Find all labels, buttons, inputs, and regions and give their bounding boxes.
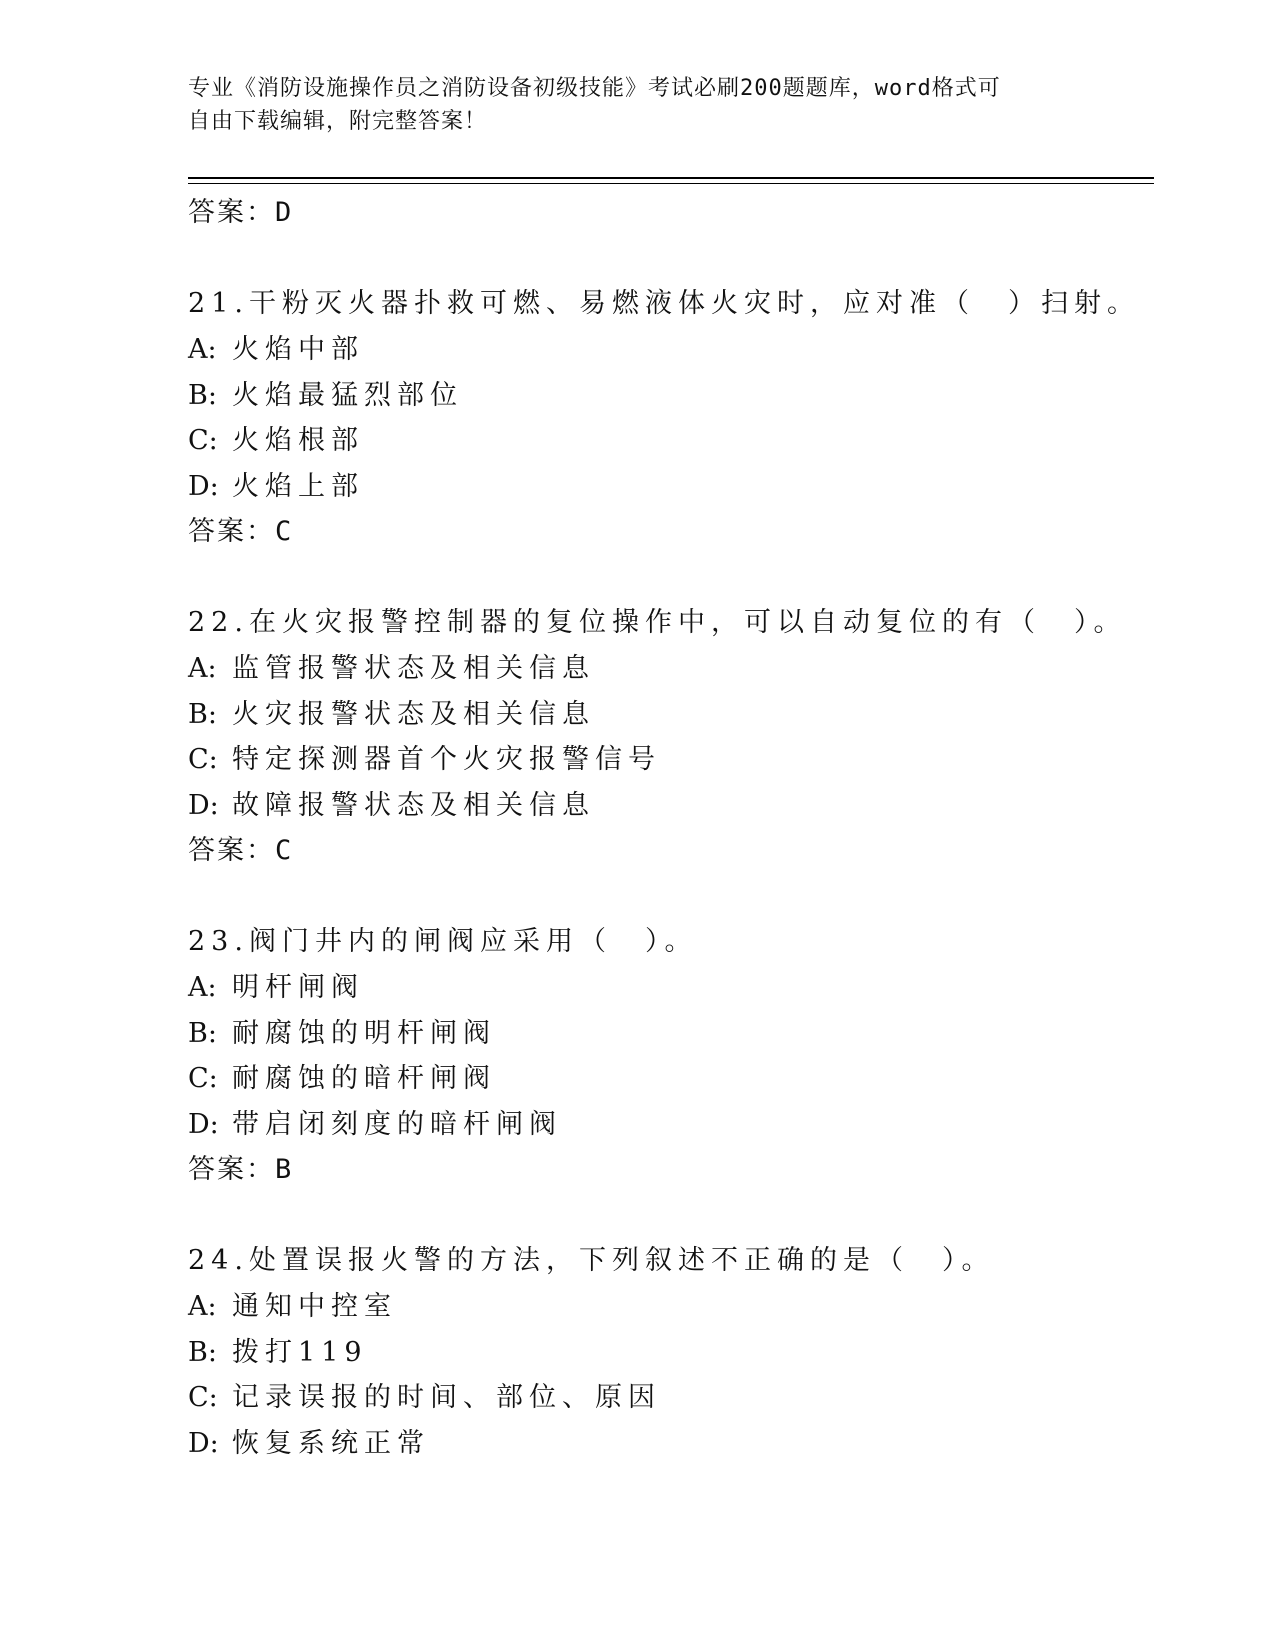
- option-d: [188, 1421, 1154, 1467]
- option-text: 记录误报的时间、部位、原因: [232, 1382, 661, 1413]
- option-letter: B:: [188, 379, 217, 411]
- option-text: 火焰中部: [232, 334, 364, 365]
- spacer: [188, 554, 1154, 600]
- option-d: [188, 783, 1154, 829]
- header-rule-thick: [188, 177, 1154, 179]
- option-c: [188, 737, 1154, 783]
- option-text: 特定探测器首个火灾报警信号: [232, 744, 661, 775]
- option-letter: C:: [188, 1063, 218, 1094]
- option-text: 通知中控室: [232, 1291, 397, 1322]
- spacer: [188, 873, 1154, 919]
- option-a: [188, 327, 1154, 373]
- option-b: [188, 1011, 1154, 1057]
- option-letter: D:: [188, 1427, 219, 1459]
- option-c: [188, 1056, 1154, 1102]
- option-b: [188, 692, 1154, 738]
- option-text: 火焰根部: [232, 425, 364, 456]
- option-a: [188, 1284, 1154, 1330]
- answer-line: 答案：C: [188, 835, 294, 866]
- option-b: [188, 1330, 1154, 1376]
- question-item: [188, 600, 1154, 873]
- option-letter: A:: [188, 972, 217, 1003]
- option-a: [188, 646, 1154, 692]
- option-letter: A:: [188, 653, 217, 684]
- option-letter: D:: [188, 470, 219, 502]
- option-d: [188, 1102, 1154, 1148]
- option-letter: A:: [188, 334, 217, 365]
- spacer: [188, 235, 1154, 281]
- option-text: 拨打119: [232, 1336, 368, 1368]
- option-text: 明杆闸阀: [232, 972, 364, 1003]
- option-text: 监管报警状态及相关信息: [232, 653, 595, 684]
- option-letter: A:: [188, 1291, 217, 1322]
- option-text: 火焰上部: [232, 470, 364, 502]
- option-letter: B:: [188, 1336, 217, 1368]
- answer-line: 答案：D: [188, 197, 294, 228]
- spacer: [188, 1192, 1154, 1238]
- option-letter: D:: [188, 789, 219, 821]
- header-rule-thin: [188, 183, 1154, 184]
- question-item: [188, 1238, 1154, 1466]
- option-letter: B:: [188, 698, 217, 730]
- answer-line: 答案：B: [188, 1154, 294, 1185]
- question-stem: 23.阀门井内的闸阀应采用（ ）。: [188, 926, 698, 957]
- question-item: [188, 919, 1154, 1192]
- option-letter: C:: [188, 1382, 218, 1413]
- option-b: [188, 373, 1154, 419]
- option-a: [188, 965, 1154, 1011]
- option-letter: D:: [188, 1108, 219, 1140]
- option-c: [188, 418, 1154, 464]
- option-text: 耐腐蚀的明杆闸阀: [232, 1017, 496, 1049]
- answer-line: 答案：C: [188, 516, 294, 547]
- question-list: [188, 190, 1154, 1466]
- question-stem: 24.处置误报火警的方法，下列叙述不正确的是（ ）。: [188, 1245, 995, 1276]
- page-header: [188, 72, 1088, 138]
- option-text: 恢复系统正常: [232, 1427, 430, 1459]
- option-c: [188, 1375, 1154, 1421]
- option-letter: C:: [188, 744, 218, 775]
- header-line-1: 专业《消防设施操作员之消防设备初级技能》考试必刷200题题库，word格式可: [188, 76, 1001, 101]
- header-line-2: 自由下载编辑，附完整答案！: [188, 109, 488, 134]
- option-text: 火灾报警状态及相关信息: [232, 698, 595, 730]
- question-stem: 21.干粉灭火器扑救可燃、易燃液体火灾时，应对准（ ）扫射。: [188, 288, 1140, 319]
- option-text: 耐腐蚀的暗杆闸阀: [232, 1063, 496, 1094]
- option-text: 故障报警状态及相关信息: [232, 789, 595, 821]
- option-d: [188, 464, 1154, 510]
- question-stem: 22.在火灾报警控制器的复位操作中，可以自动复位的有（ ）。: [188, 607, 1127, 638]
- question-item: [188, 281, 1154, 554]
- option-text: 带启闭刻度的暗杆闸阀: [232, 1108, 562, 1140]
- option-text: 火焰最猛烈部位: [232, 379, 463, 411]
- option-letter: B:: [188, 1017, 217, 1049]
- option-letter: C:: [188, 425, 218, 456]
